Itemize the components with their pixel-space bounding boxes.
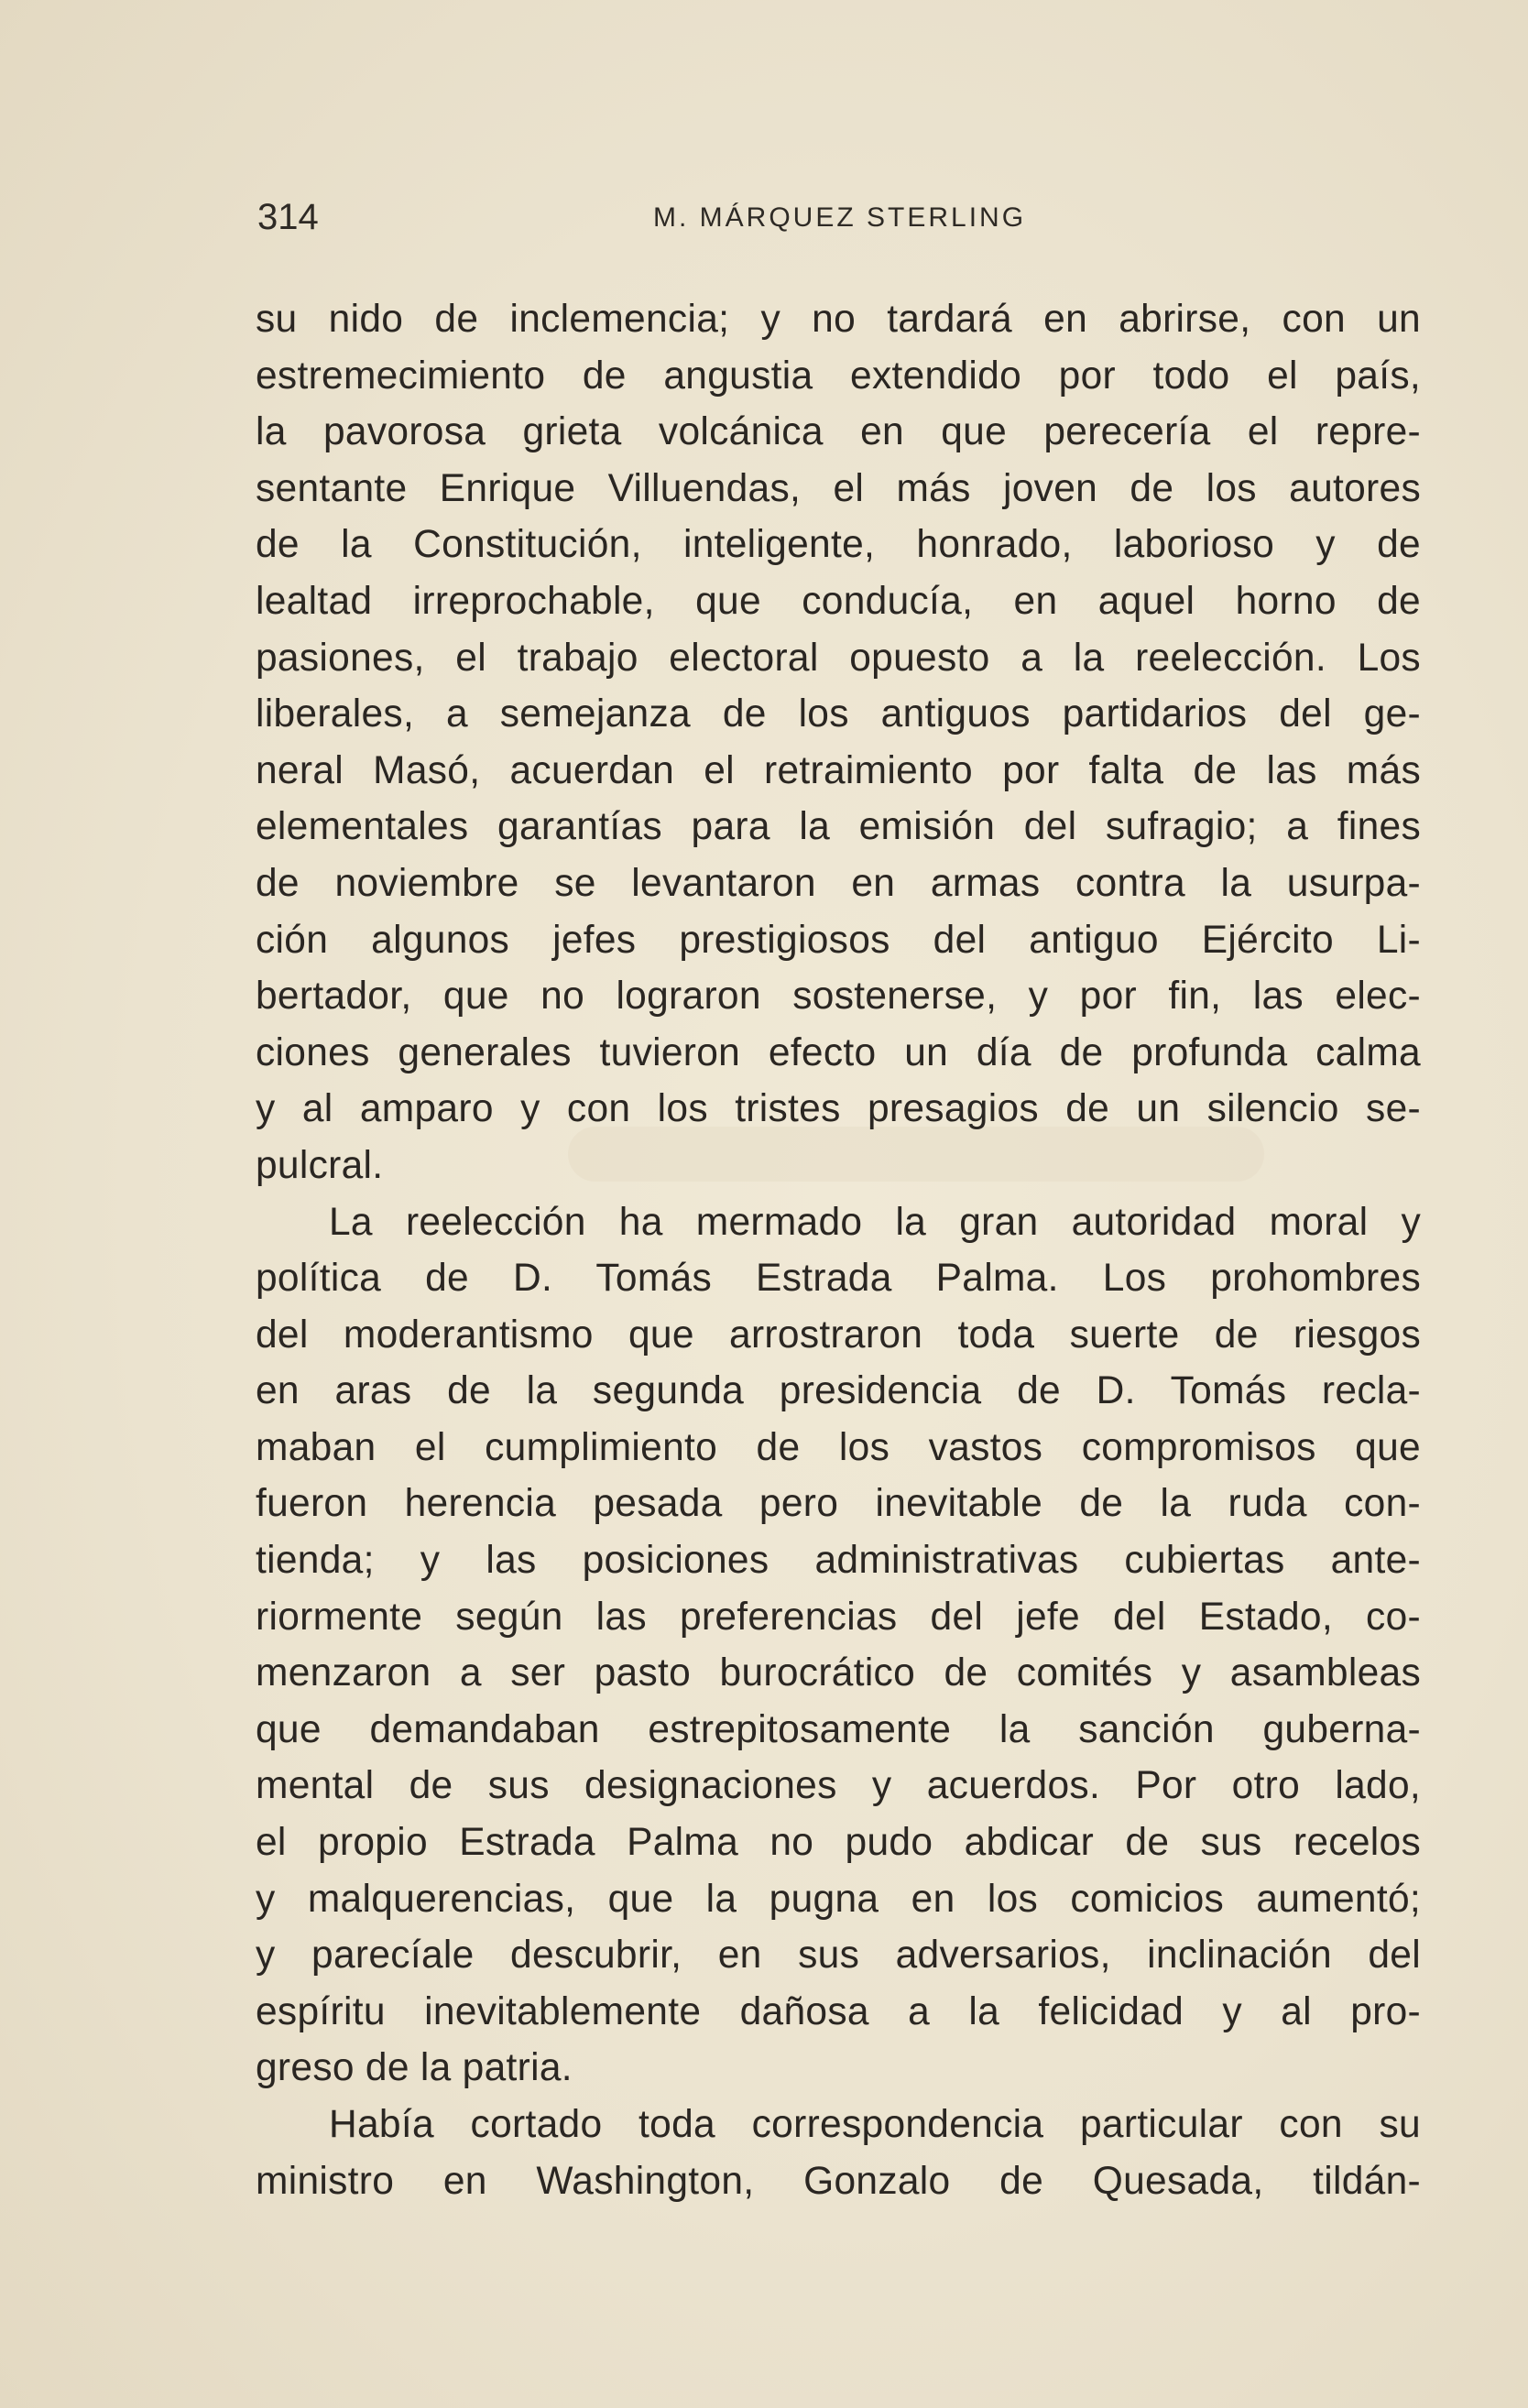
text-line: y malquerencias, que la pugna en los comicios aumentó; xyxy=(256,1877,1421,1921)
text-line: maban el cumplimiento de los vastos compromisos que xyxy=(256,1425,1421,1469)
text-line: fueron herencia pesada pero inevitable de la ruda con- xyxy=(256,1482,1421,1526)
running-title: M. MÁRQUEZ STERLING xyxy=(653,202,1027,233)
text-line: menzaron a ser pasto burocrático de comités y asambleas xyxy=(256,1651,1421,1695)
paragraph xyxy=(256,2097,1421,2209)
text-line: del moderantismo que arrostraron toda suerte de riesgos xyxy=(256,1313,1421,1357)
text-line: política de D. Tomás Estrada Palma. Los prohombres xyxy=(256,1257,1421,1301)
body-text xyxy=(256,291,1421,2209)
text-line: sentante Enrique Villuendas, el más joven de los autores xyxy=(256,466,1421,510)
text-line: ciones generales tuvieron efecto un día de profunda calma xyxy=(256,1030,1421,1074)
text-line: estremecimiento de angustia extendido por todo el país, xyxy=(256,354,1421,398)
text-line: lealtad irreprochable, que conducía, en aquel horno de xyxy=(256,579,1421,623)
text-line: y parecíale descubrir, en sus adversarios, inclinación del xyxy=(256,1934,1421,1978)
text-line: tienda; y las posiciones administrativas cubiertas ante- xyxy=(256,1539,1421,1583)
text-line: en aras de la segunda presidencia de D. Tomás recla- xyxy=(256,1369,1421,1413)
text-line: la pavorosa grieta volcánica en que perecería el repre- xyxy=(256,410,1421,454)
text-line: Había cortado toda correspondencia particular con su xyxy=(329,2103,1421,2146)
text-line: el propio Estrada Palma no pudo abdicar de sus recelos xyxy=(256,1821,1421,1865)
text-line: que demandaban estrepitosamente la sanción guberna- xyxy=(256,1707,1421,1751)
text-line: riormente según las preferencias del jefe del Estado, co- xyxy=(256,1595,1421,1639)
text-line: bertador, que no lograron sostenerse, y por fin, las elec- xyxy=(256,975,1421,1019)
text-line: greso de la patria. xyxy=(256,2046,573,2090)
text-line: pulcral. xyxy=(256,1143,384,1187)
text-line: espíritu inevitablemente dañosa a la felicidad y al pro- xyxy=(256,1989,1421,2033)
text-line: elementales garantías para la emisión del sufragio; a fines xyxy=(256,805,1421,849)
text-line: mental de sus designaciones y acuerdos. Por otro lado, xyxy=(256,1764,1421,1808)
text-line: ción algunos jefes prestigiosos del antiguo Ejército Li- xyxy=(256,918,1421,962)
text-line: La reelección ha mermado la gran autoridad moral y xyxy=(329,1200,1421,1244)
text-line: neral Masó, acuerdan el retraimiento por falta de las más xyxy=(256,748,1421,792)
text-line: de la Constitución, inteligente, honrado, laborioso y de xyxy=(256,523,1421,567)
running-head xyxy=(257,194,1416,240)
paragraph xyxy=(256,291,1421,1194)
page-number: 314 xyxy=(257,197,319,237)
text-line: liberales, a semejanza de los antiguos partidarios del ge- xyxy=(256,692,1421,736)
text-line: ministro en Washington, Gonzalo de Quesada, tildán- xyxy=(256,2159,1421,2203)
text-line: y al amparo y con los tristes presagios de un silencio se- xyxy=(256,1087,1421,1131)
text-line: su nido de inclemencia; y no tardará en abrirse, con un xyxy=(256,298,1421,341)
paragraph xyxy=(256,1194,1421,2097)
text-line: pasiones, el trabajo electoral opuesto a la reelección. Los xyxy=(256,636,1421,680)
text-line: de noviembre se levantaron en armas contra la usurpa- xyxy=(256,861,1421,905)
